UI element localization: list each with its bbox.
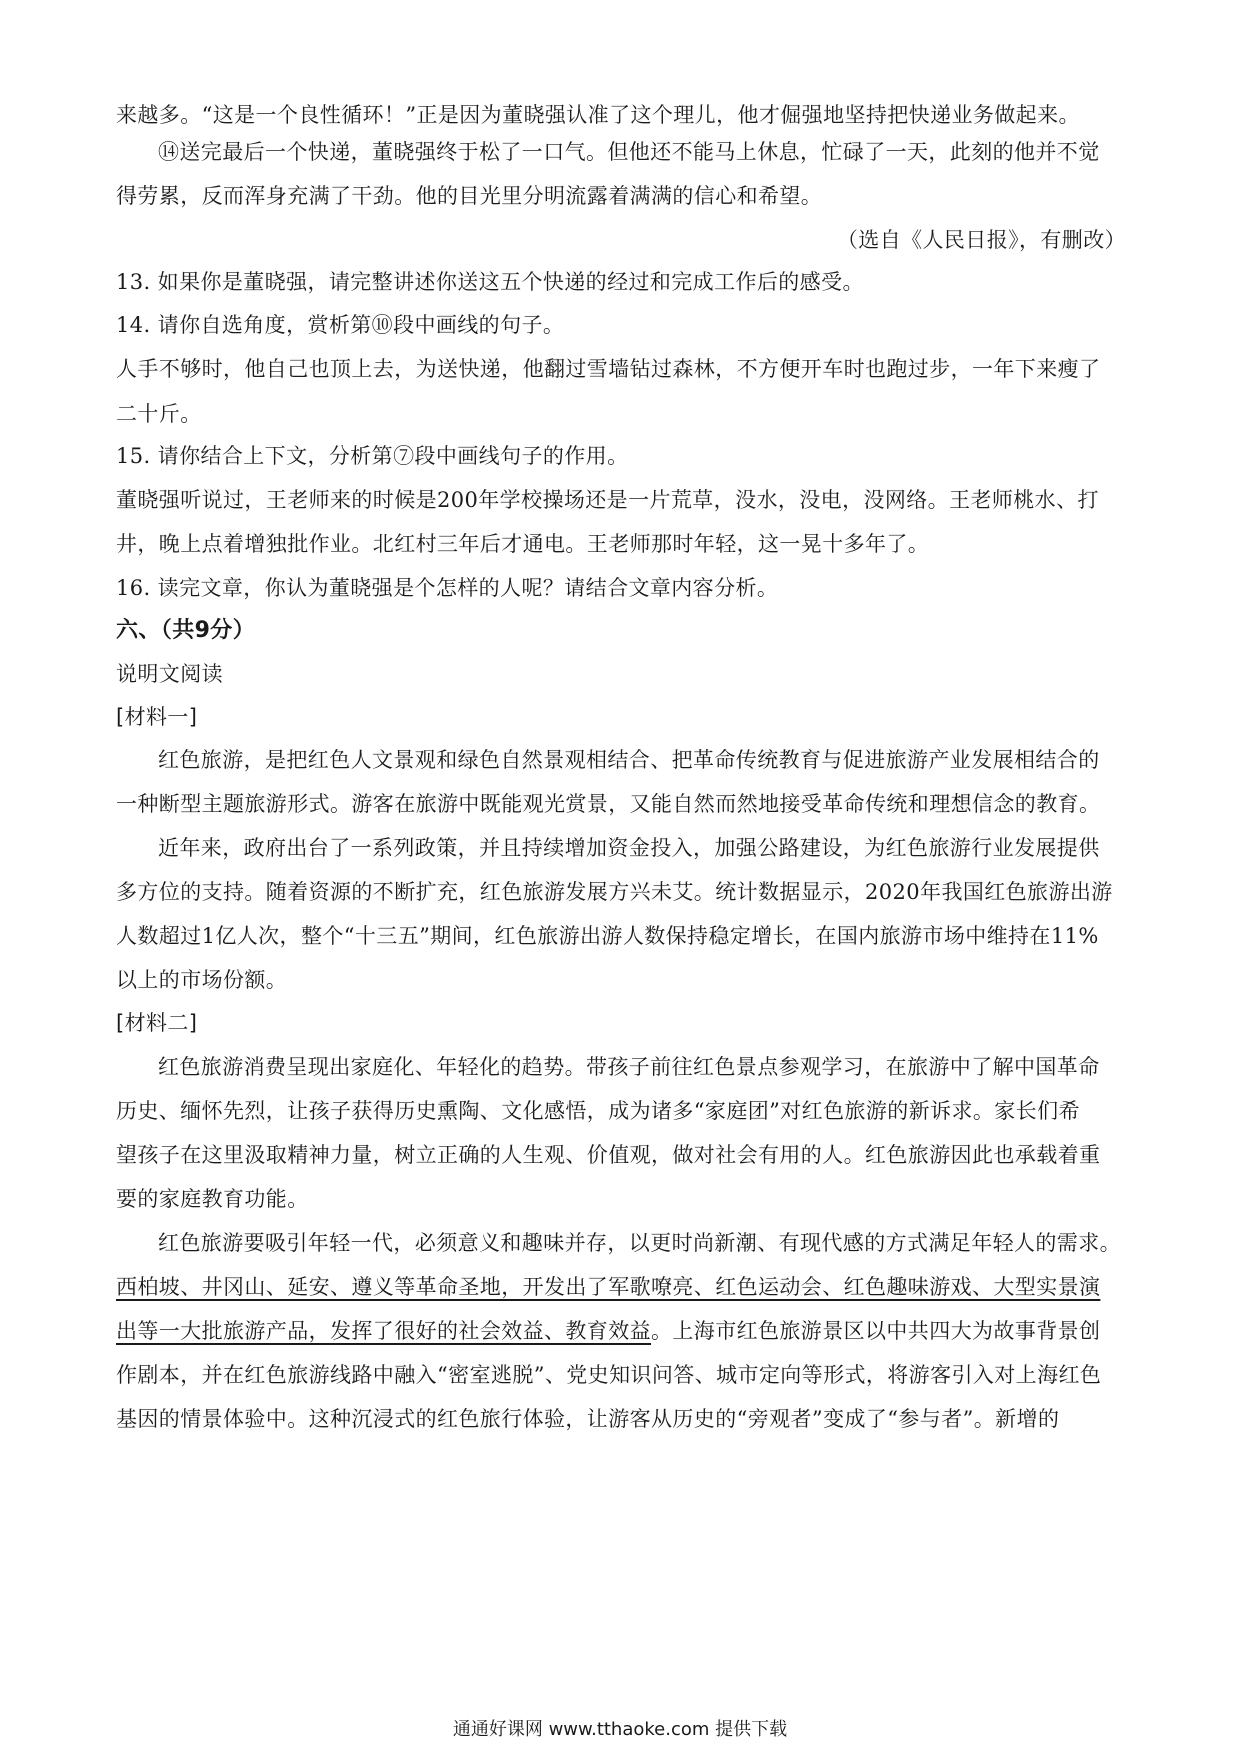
material-label: [材料二] xyxy=(116,1011,198,1035)
question-13: 13. 如果你是董晓强，请完整讲述你送这五个快递的经过和完成工作后的感受。 xyxy=(116,270,864,294)
material-1-paragraph-line: 红色旅游，是把红色人文景观和绿色自然景观相结合、把革命传统教育与促进旅游产业发展相结合的 xyxy=(158,748,1100,772)
question-16: 16. 读完文章，你认为董晓强是个怎样的人呢？请结合文章内容分析。 xyxy=(116,576,779,600)
question-15: 15. 请你结合上下文，分析第⑦段中画线句子的作用。 xyxy=(116,444,629,468)
material-2-paragraph-line: 要的家庭教育功能。 xyxy=(116,1187,309,1211)
material-2-paragraph-line: 红色旅游消费呈现出家庭化、年轻化的趋势。带孩子前往红色景点参观学习，在旅游中了解中国革命 xyxy=(158,1055,1100,1079)
material-1-paragraph-line: 以上的市场份额。 xyxy=(116,968,288,992)
material-2-paragraph-line: 基因的情景体验中。这种沉浸式的红色旅行体验，让游客从历史的“旁观者”变成了“参与者”。新增的 xyxy=(116,1407,1060,1431)
underlined-sentence: 西柏坡、井冈山、延安、遵义等革命圣地，开发出了军歌嘹亮、红色运动会、红色趣味游戏、大型实景演 xyxy=(116,1275,1101,1299)
material-2-underlined-line xyxy=(116,1273,1126,1301)
question-14-quote: 人手不够时，他自己也顶上去，为送快递，他翻过雪墙钻过森林，不方便开车时也跑过步，一年下来瘦了 xyxy=(116,357,1101,381)
material-1-paragraph-line: 人数超过1亿人次，整个“十三五”期间，红色旅游出游人数保持稳定增长，在国内旅游市场中维持在11% xyxy=(116,924,1099,948)
underlined-sentence: 出等一大批旅游产品，发挥了很好的社会效益、教育效益 xyxy=(116,1319,651,1343)
article-paragraph-14-line: ⑭送完最后一个快递，董晓强终于松了一口气。但他还不能马上休息，忙碌了一天，此刻的他并不觉 xyxy=(158,140,1100,164)
material-1-paragraph-line: 近年来，政府出台了一系列政策，并且持续增加资金投入，加强公路建设，为红色旅游行业发展提供 xyxy=(158,836,1100,860)
sentence-continuation: 。上海市红色旅游景区以中共四大为故事背景创 xyxy=(651,1319,1101,1343)
material-1-paragraph-line: 一种断型主题旅游形式。游客在旅游中既能观光赏景，又能自然而然地接受革命传统和理想信念的教育。 xyxy=(116,792,1101,816)
article-paragraph-14-line: 得劳累，反而浑身充满了干劲。他的目光里分明流露着满满的信心和希望。 xyxy=(116,184,823,208)
material-2-paragraph-line: 作剧本，并在红色旅游线路中融入“密室逃脱”、党史知识问答、城市定向等形式，将游客引入对上海红色 xyxy=(116,1363,1102,1387)
article-source: （选自《人民日报》，有删改） xyxy=(836,228,1126,252)
question-15-quote: 井，晚上点着增独批作业。北红村三年后才通电。王老师那时年轻，这一晃十多年了。 xyxy=(116,532,930,556)
section-genre: 说明文阅读 xyxy=(116,662,223,686)
section-heading: 六、（共9分） xyxy=(116,618,256,643)
question-14: 14. 请你自选角度，赏析第⑩段中画线的句子。 xyxy=(116,313,565,337)
material-2-paragraph-line: 历史、缅怀先烈，让孩子获得历史熏陶、文化感悟，成为诸多“家庭团”对红色旅游的新诉求。家长们希 xyxy=(116,1099,1080,1123)
question-15-quote: 董晓强听说过，王老师来的时候是200年学校操场还是一片荒草，没水，没电，没网络。王老师桃水、打 xyxy=(116,488,1099,512)
material-label: [材料一] xyxy=(116,705,198,729)
material-1-paragraph-line: 多方位的支持。随着资源的不断扩充，红色旅游发展方兴未艾。统计数据显示，2020年我国红色旅游出游 xyxy=(116,880,1113,904)
material-2-paragraph-line: 红色旅游要吸引年轻一代，必须意义和趣味并存，以更时尚新潮、有现代感的方式满足年轻人的需求。 xyxy=(158,1231,1121,1255)
download-footer: 通通好课网 www.tthaoke.com 提供下载 xyxy=(452,1719,788,1740)
question-14-quote: 二十斤。 xyxy=(116,402,202,426)
article-paragraph-13-tail: 来越多。“这是一个良性循环！”正是因为董晓强认准了这个理儿，他才倔强地坚持把快递业务做起来。 xyxy=(116,103,1080,127)
material-2-paragraph-line xyxy=(116,1317,1126,1345)
material-2-paragraph-line: 望孩子在这里汲取精神力量，树立正确的人生观、价值观，做对社会有用的人。红色旅游因此也承载着重 xyxy=(116,1143,1101,1167)
